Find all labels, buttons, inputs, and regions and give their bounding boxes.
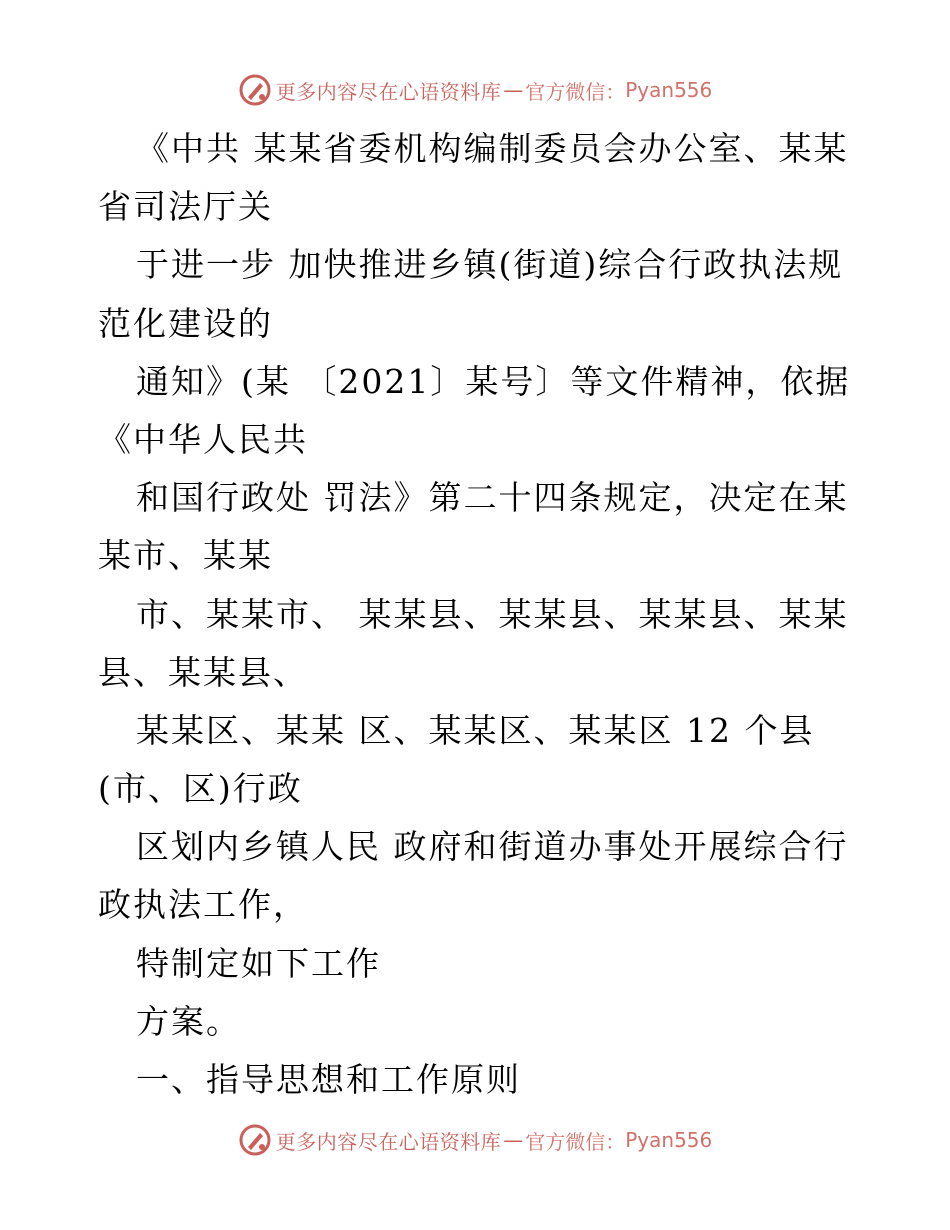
- doc-line: 方案。: [136, 1001, 241, 1041]
- document-body: [98, 120, 851, 1109]
- watermark-separator: —: [503, 78, 524, 102]
- wechat-id: Pyan556: [625, 1128, 713, 1152]
- wechat-label: 官方微信：: [525, 79, 626, 104]
- doc-line: 市、某某市、 某某县、某某县、某某县、某某: [136, 594, 849, 634]
- doc-line: 特制定如下工作: [136, 943, 381, 983]
- doc-line: 范化建设的: [98, 303, 273, 343]
- watermark-text: 更多内容尽在心语资料库: [275, 79, 502, 104]
- doc-line: 某某区、某某 区、某某区、某某区 12 个县: [136, 710, 815, 750]
- doc-line: 区划内乡镇人民 政府和街道办事处开展综合行: [136, 827, 849, 867]
- wechat-label: 官方微信：: [525, 1129, 626, 1154]
- pen-seal-icon: [238, 73, 272, 107]
- watermark-text: 更多内容尽在心语资料库: [275, 1129, 502, 1154]
- pen-seal-icon: [238, 1123, 272, 1157]
- watermark-footer: [0, 1118, 950, 1162]
- doc-line: 政执法工作，: [98, 885, 308, 925]
- doc-line: 于进一步 加快推进乡镇(街道)综合行政执法规: [136, 245, 844, 285]
- doc-line: (市、区)行政: [98, 769, 303, 809]
- doc-line: 某市、某某: [98, 536, 273, 576]
- section-heading: 一、指导思想和工作原则: [136, 1060, 521, 1099]
- watermark-header: [0, 68, 950, 112]
- doc-line: 《中华人民共: [98, 419, 308, 459]
- doc-line: 省司法厅关: [98, 187, 273, 227]
- wechat-id: Pyan556: [625, 78, 713, 102]
- watermark-separator: —: [503, 1128, 524, 1152]
- doc-line: 通知》(某 〔2021〕某号〕等文件精神，依据: [136, 361, 851, 401]
- doc-line: 县、某某县、: [98, 652, 308, 692]
- doc-line: 和国行政处 罚法》第二十四条规定，决定在某: [136, 478, 849, 518]
- doc-line: 《中共 某某省委机构编制委员会办公室、某某: [136, 129, 849, 168]
